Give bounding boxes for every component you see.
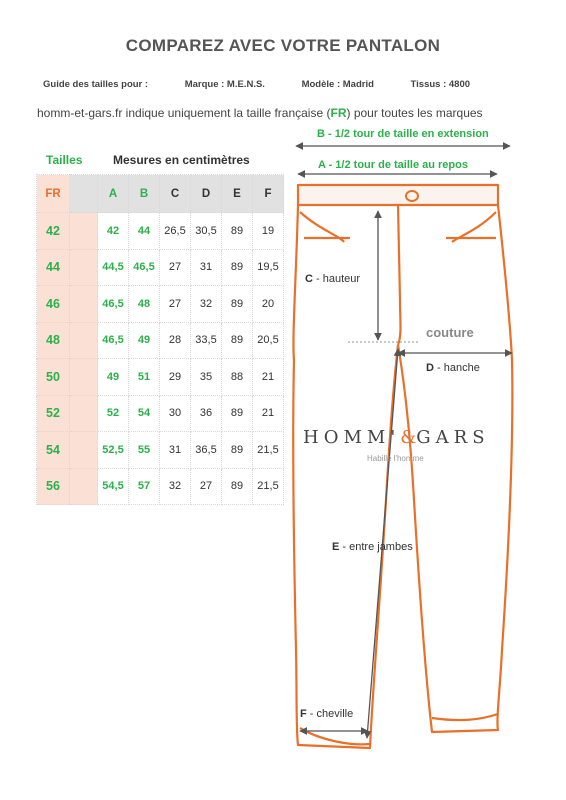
label-d-text: - hanche [433,362,480,374]
brand-right: GARS [416,427,490,448]
measure-cell: 32 [160,468,191,505]
measure-cell: 26,5 [160,213,191,250]
label-e [332,541,413,553]
label-c [305,273,360,285]
column-header: FR [37,175,70,213]
size-fr-cell: 44 [37,249,70,286]
size-fr-cell: 50 [37,359,70,396]
measure-cell: 21,5 [253,468,284,505]
label-c-letter: C [305,273,313,285]
brand-amp: & [400,427,417,448]
measure-cell: 36,5 [191,432,222,469]
measure-cell: 88 [222,359,253,396]
measure-cell: 57 [129,468,160,505]
brand-left: HOMM' [303,427,401,448]
measure-cell: 46,5 [129,249,160,286]
measure-cell: 21,5 [253,432,284,469]
measure-cell: 35 [191,359,222,396]
measure-cell: 54,5 [98,468,129,505]
brand-tagline: Habille l'homme [367,454,424,463]
measure-cell: 54 [129,395,160,432]
column-header: C [160,175,191,213]
measure-cell: 36 [191,395,222,432]
guide-intro: Guide des tailles pour : [43,79,149,90]
measure-cell: 30 [160,395,191,432]
couture-label: couture [426,325,474,340]
measure-cell: 89 [222,468,253,505]
measure-cell: 46,5 [98,286,129,323]
label-b: B - 1/2 tour de taille en extension [317,128,489,140]
label-f-letter: F [300,708,307,720]
measure-cell: 29 [160,359,191,396]
size-fr-cell: 46 [37,286,70,323]
measure-cell: 89 [222,395,253,432]
measure-cell: 52 [98,395,129,432]
column-header: E [222,175,253,213]
measure-cell: 89 [222,286,253,323]
trouser-outline [293,185,512,748]
measure-cell: 20,5 [253,322,284,359]
column-header: D [191,175,222,213]
measure-cell: 44,5 [98,249,129,286]
size-fr-cell: 48 [37,322,70,359]
label-a: A - 1/2 tour de taille au repos [318,159,468,171]
label-d [426,362,480,374]
measure-cell: 30,5 [191,213,222,250]
notice-text-before: homm-et-gars.fr indique uniquement la taille française ( [37,106,331,120]
measure-cell: 27 [160,249,191,286]
measure-cell: 48 [129,286,160,323]
measure-cell: 31 [191,249,222,286]
measure-cell: 21 [253,395,284,432]
size-fr-cell: 56 [37,468,70,505]
column-header: B [129,175,160,213]
measure-cell: 27 [191,468,222,505]
guide-brand: Marque : M.E.N.S. [184,79,265,90]
label-e-text: - entre jambes [339,541,413,553]
notice-fr: FR [330,106,347,120]
measure-cell: 33,5 [191,322,222,359]
label-f [300,708,353,720]
column-header: F [253,175,284,213]
brand-logo [303,427,490,448]
measure-cell: 52,5 [98,432,129,469]
guide-model: Modèle : Madrid [301,79,374,90]
measure-cell: 32 [191,286,222,323]
column-header: A [98,175,129,213]
measure-cell: 20 [253,286,284,323]
label-c-text: - hauteur [312,273,361,285]
label-d-letter: D [426,362,434,374]
size-fr-cell: 42 [37,213,70,250]
measure-cell: 55 [129,432,160,469]
label-e-letter: E [332,541,340,553]
measure-cell: 28 [160,322,191,359]
page-title: COMPAREZ AVEC VOTRE PANTALON [125,36,441,55]
measure-cell: 42 [98,213,129,250]
mesures-heading: Mesures en centimètres [113,153,250,167]
measure-cell: 19,5 [253,249,284,286]
measure-cell: 46,5 [98,322,129,359]
measure-cell: 49 [98,359,129,396]
measure-cell: 19 [253,213,284,250]
measure-cell: 89 [222,249,253,286]
measure-cell: 89 [222,322,253,359]
tailles-heading: Tailles [46,153,83,167]
notice-text-after: ) pour toutes les marques [346,106,483,120]
measure-cell: 27 [160,286,191,323]
measure-cell: 51 [129,359,160,396]
guide-fabric: Tissus : 4800 [410,79,471,90]
measure-cell: 44 [129,213,160,250]
measure-cell: 89 [222,432,253,469]
measure-cell: 21 [253,359,284,396]
measure-cell: 31 [160,432,191,469]
measure-cell: 89 [222,213,253,250]
size-fr-cell: 54 [37,432,70,469]
size-fr-cell: 52 [37,395,70,432]
label-f-text: - cheville [306,708,354,720]
measure-cell: 49 [129,322,160,359]
